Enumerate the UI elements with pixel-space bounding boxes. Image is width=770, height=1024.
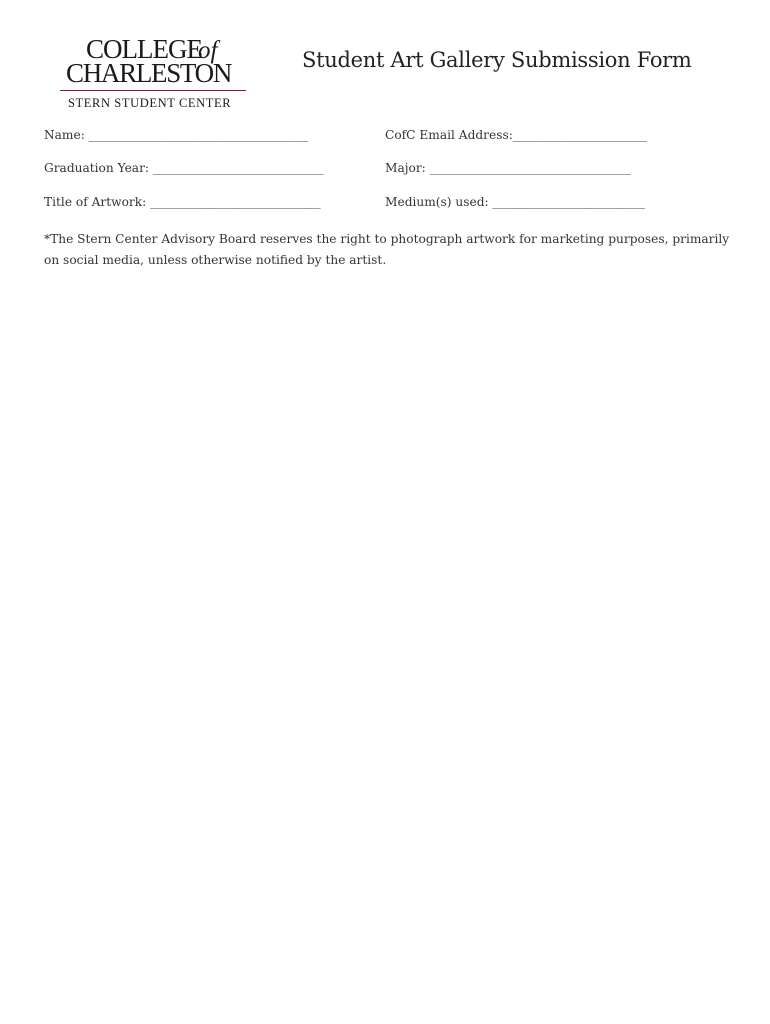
logo-divider <box>60 90 246 91</box>
name-field[interactable]: Name: ____________________________________ <box>44 128 309 142</box>
email-field[interactable]: CofC Email Address:______________________ <box>385 128 647 142</box>
logo-stern-student-center-text: STERN STUDENT CENTER <box>68 96 232 110</box>
college-of-charleston-logo <box>60 36 250 112</box>
form-title: Student Art Gallery Submission Form <box>302 48 692 72</box>
photography-notice: *The Stern Center Advisory Board reserves the right to photograph artwork for marketing purposes, primarily on social media, unless otherwise notified by the artist. <box>44 232 730 267</box>
major-field[interactable]: Major: _________________________________ <box>385 161 631 175</box>
medium-field[interactable]: Medium(s) used: _________________________ <box>385 195 645 209</box>
logo-college-text: COLLEGE <box>86 34 202 64</box>
logo-of-text: of <box>198 37 218 64</box>
artwork-title-field[interactable]: Title of Artwork: ____________________________ <box>44 195 321 209</box>
logo-charleston-text: CHARLESTON <box>66 58 232 88</box>
graduation-year-field[interactable]: Graduation Year: ____________________________ <box>44 161 324 175</box>
